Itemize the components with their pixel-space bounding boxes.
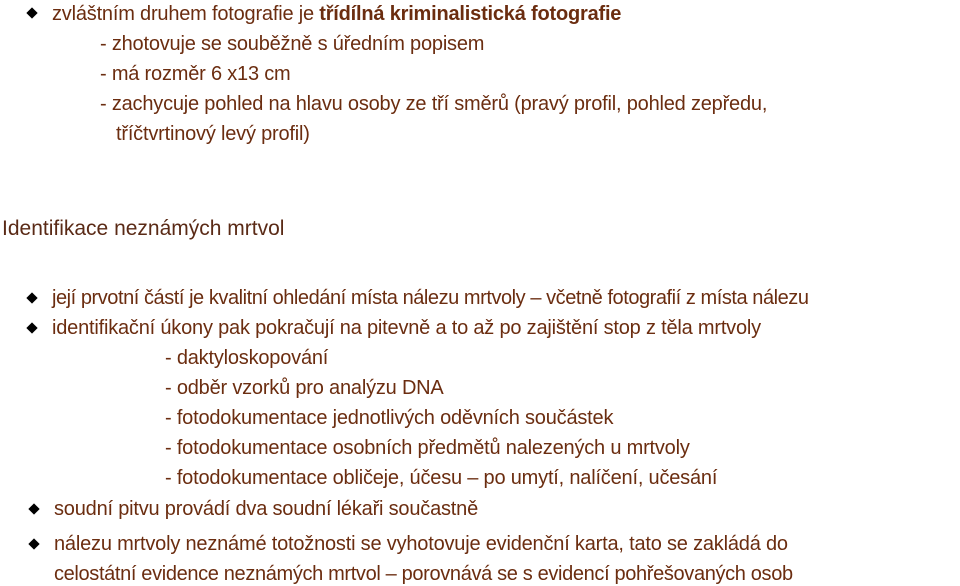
photo-intro-prefix: zvláštním druhem fotografie je — [52, 3, 320, 25]
section-heading: Identifikace neznámých mrtvol — [2, 217, 285, 240]
bullet-icon — [26, 7, 37, 18]
photo-intro-bold: třídílná kriminalistická fotografie — [319, 3, 622, 25]
list-item: nálezu mrtvoly neznámé totožnosti se vyhotovuje evidenční karta, tato se zakládá do — [54, 533, 788, 555]
bullet-icon — [26, 322, 37, 333]
bullet-icon — [26, 292, 37, 303]
list-item-continuation: celostátní evidence neznámých mrtvol – porovnává se s evidencí pohřešovaných osob — [54, 563, 793, 585]
sub-item: - fotodokumentace osobních předmětů nalezených u mrtvoly — [165, 437, 690, 459]
photo-sub-item: - zachycuje pohled na hlavu osoby ze tří směrů (pravý profil, pohled zepředu, — [100, 93, 768, 115]
list-item: její prvotní částí je kvalitní ohledání místa nálezu mrtvoly – včetně fotografií z místa nálezu — [52, 287, 809, 309]
sub-item: - fotodokumentace obličeje, účesu – po umytí, nalíčení, učesání — [165, 467, 718, 489]
bullet-icon — [28, 538, 39, 549]
sub-item: - fotodokumentace jednotlivých oděvních součástek — [165, 407, 614, 429]
photo-sub-item: - má rozměr 6 x13 cm — [100, 63, 291, 85]
list-item: identifikační úkony pak pokračují na pitevně a to až po zajištění stop z těla mrtvoly — [52, 317, 761, 339]
bullet-icon — [28, 503, 39, 514]
sub-item: - odběr vzorků pro analýzu DNA — [165, 377, 444, 399]
photo-sub-item: tříčtvrtinový levý profil) — [116, 123, 310, 145]
photo-sub-item: - zhotovuje se souběžně s úředním popisem — [100, 33, 485, 55]
sub-item: - daktyloskopování — [165, 347, 329, 369]
photo-intro-text — [52, 2, 621, 26]
list-item: soudní pitvu provádí dva soudní lékaři součastně — [54, 498, 479, 520]
